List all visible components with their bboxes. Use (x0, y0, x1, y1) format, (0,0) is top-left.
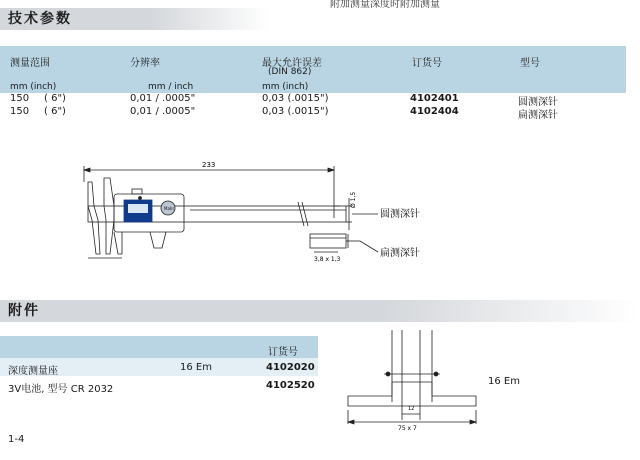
accessory-order-header: 订货号 (268, 347, 298, 358)
accessory-size: 16 Em (180, 362, 212, 373)
unit-resolution: mm / inch (148, 82, 194, 92)
unit-error: mm (inch) (262, 82, 309, 92)
header-error-std: (DIN 862) (268, 67, 312, 77)
accessory-name: 深度测量座 (8, 366, 58, 377)
row-inch: ( 6") (44, 93, 66, 104)
length-label: 233 (202, 161, 216, 169)
row-order: 4102401 (410, 93, 459, 104)
header-range: 测量范围 (10, 58, 50, 69)
accessory-order: 4102020 (266, 362, 315, 373)
row-error: 0,03 (.0015") (262, 93, 329, 104)
accessory-section-title (0, 300, 638, 322)
top-cut-text: 附加测量深度时附加测量 (330, 0, 440, 10)
spec-table-header (0, 46, 626, 93)
accessory-name: 3V电池, 型号 CR 2032 (8, 384, 114, 395)
page-number: 1-4 (8, 434, 25, 445)
row-mm: 150 (10, 93, 30, 104)
row-type: 扁测深针 (518, 110, 558, 121)
accessory-order: 4102520 (266, 380, 315, 391)
row-order: 4102404 (410, 106, 459, 117)
round-dim-label: Ø 1,5 (350, 191, 357, 208)
row-resolution: 0,01 / .0005" (130, 106, 196, 117)
caliper-drawing (70, 158, 450, 266)
accessory-table (0, 336, 318, 394)
row-resolution: 0,01 / .0005" (130, 93, 196, 104)
header-order: 订货号 (412, 58, 442, 69)
base-dim-small: 12 (408, 406, 415, 412)
flat-dim-label: 3,8 x 1,3 (314, 256, 341, 263)
base-dim-bottom: 75 x 7 (398, 425, 417, 432)
row-error: 0,03 (.0015") (262, 106, 329, 117)
spec-row (0, 93, 626, 106)
header-error: 最大允许误差 (262, 58, 322, 69)
base-size-label: 16 Em (488, 376, 520, 387)
spec-table (0, 46, 626, 119)
row-mm: 150 (10, 106, 30, 117)
flat-rod-label: 扁测深针 (380, 248, 420, 259)
unit-range: mm (inch) (10, 82, 57, 92)
spec-section-title (0, 8, 150, 30)
accessory-section-title-text: 附件 (8, 303, 40, 319)
accessory-table-header (0, 336, 318, 358)
accessory-row (0, 358, 318, 376)
spec-row (0, 106, 626, 119)
accessory-row (0, 376, 318, 394)
spec-section-title-text: 技术参数 (8, 11, 72, 27)
header-resolution: 分辨率 (130, 58, 160, 69)
brand-logo: Mahr (164, 206, 175, 211)
row-type: 圆测深针 (518, 97, 558, 108)
round-rod-label: 圆测深针 (380, 209, 420, 220)
header-type: 型号 (520, 58, 540, 69)
depth-base-drawing (340, 330, 490, 435)
row-inch: ( 6") (44, 106, 66, 117)
